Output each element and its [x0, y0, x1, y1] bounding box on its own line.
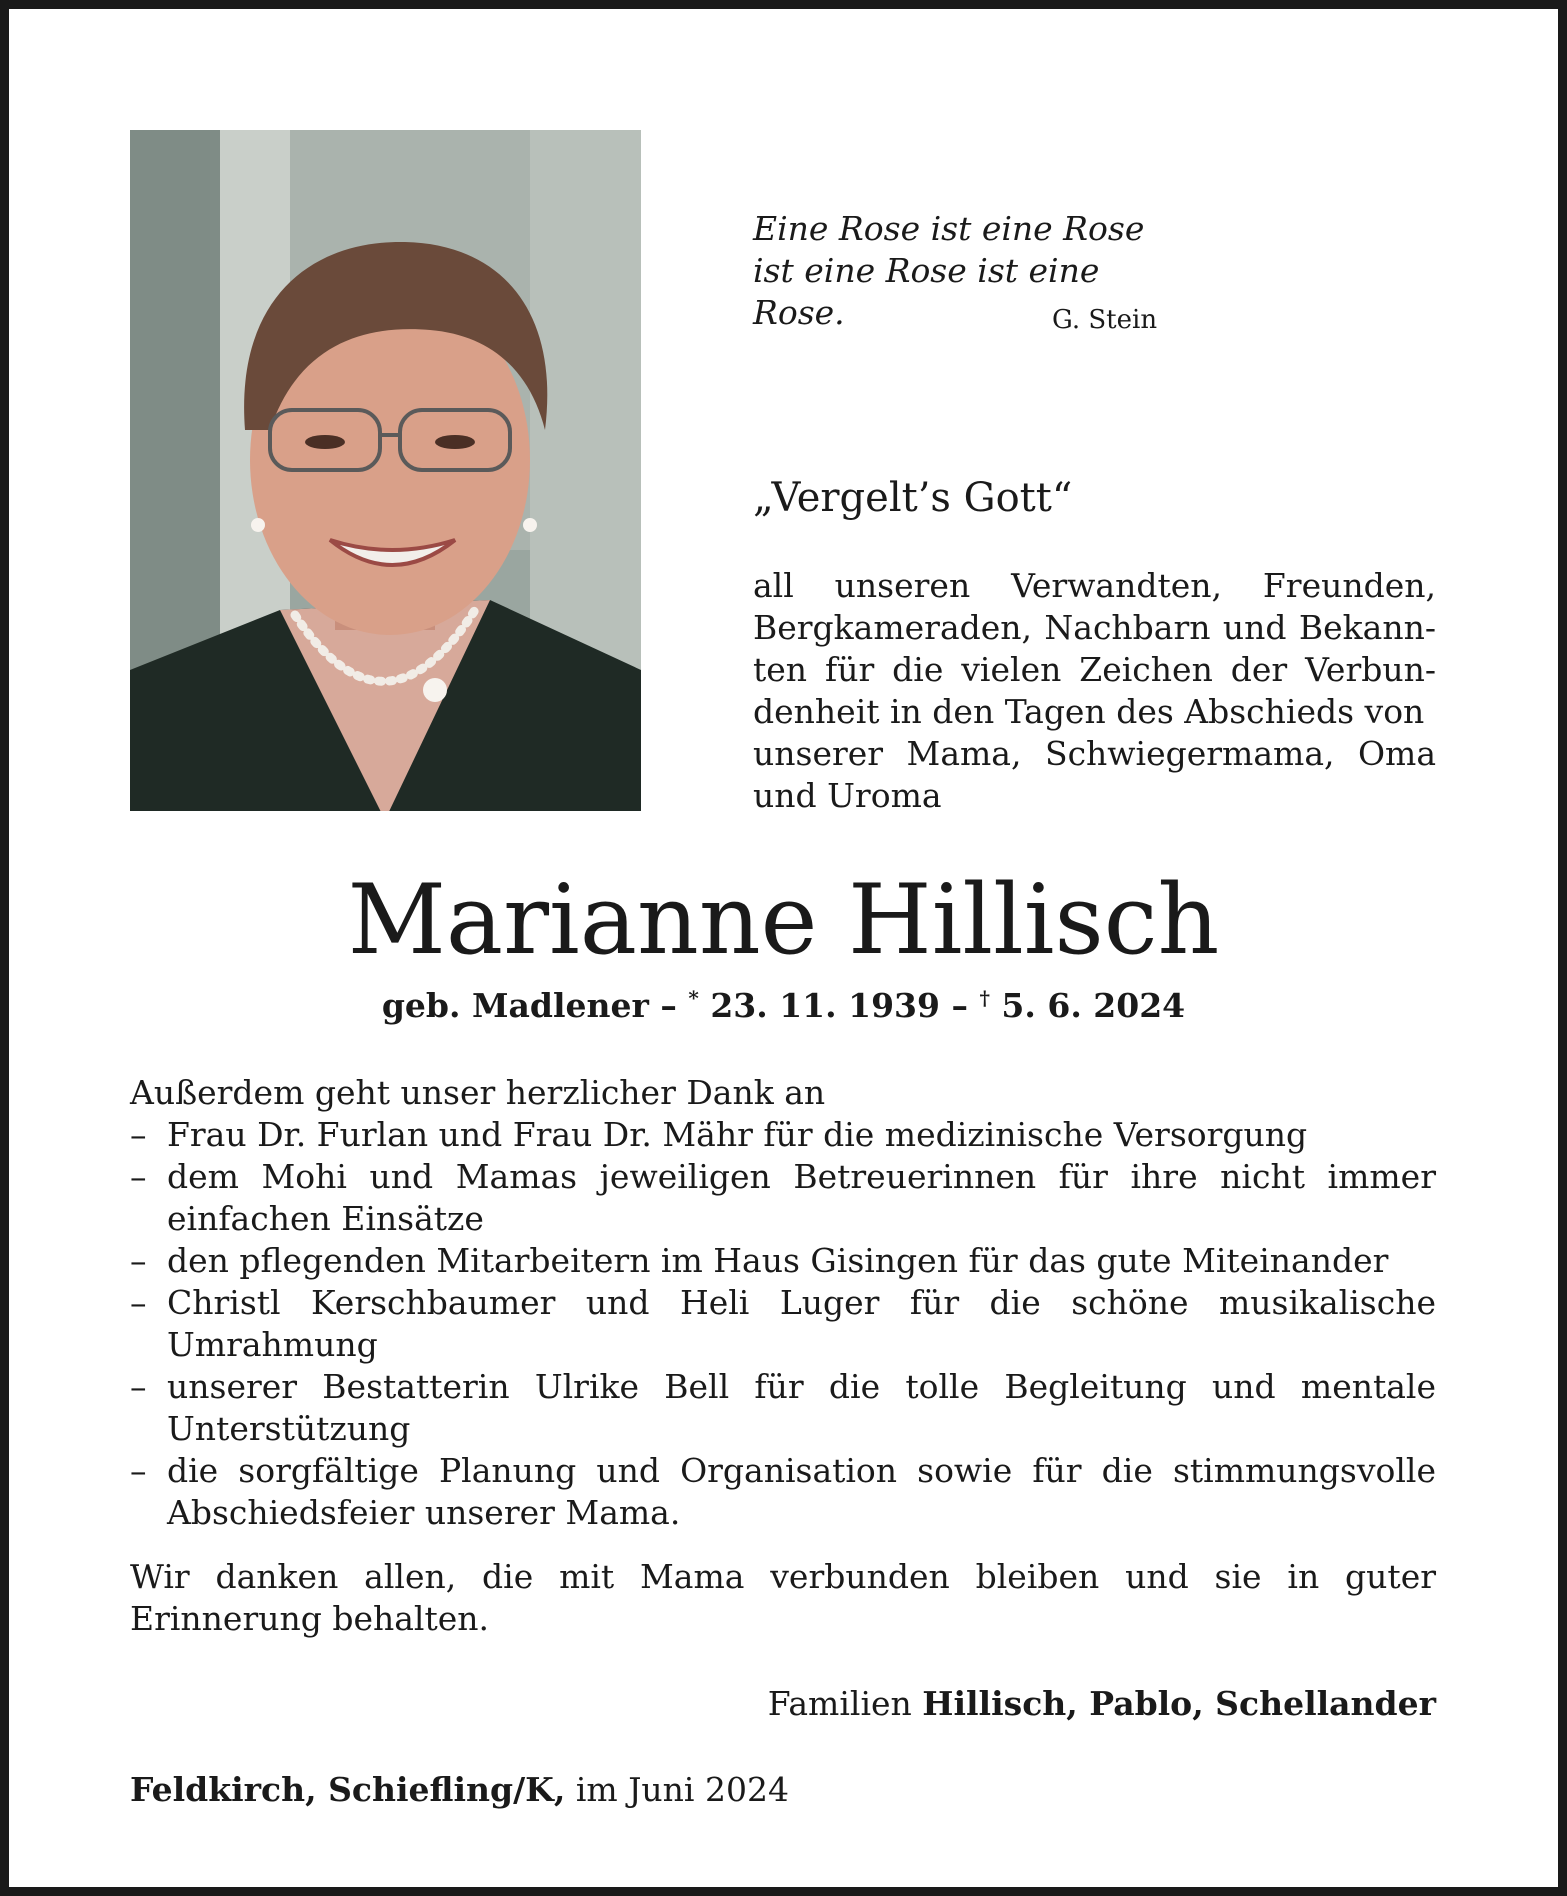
died-symbol: † — [979, 986, 990, 1010]
deceased-name: Marianne Hillisch — [347, 864, 1220, 976]
acknowledgements-list — [130, 1114, 1436, 1534]
intro-line: Bergkameraden, Nachbarn und Bekann- — [753, 608, 1436, 647]
place-date — [130, 1770, 789, 1809]
quote-line: ist eine Rose ist eine Rose. — [753, 251, 1100, 332]
list-item: – Frau Dr. Furlan und Frau Dr. Mähr für die medizinische Versorgung — [130, 1114, 1436, 1156]
intro-line: all unseren Verwandten, Freunden, — [753, 566, 1436, 605]
thanks-heading: „Vergelt’s Gott“ — [753, 475, 1073, 521]
list-item: – Christl Kerschbaumer und Heli Luger für die schöne musikalische Umrahmung — [130, 1282, 1436, 1366]
intro-line: unserer Mama, Schwiegermama, Oma — [753, 734, 1436, 773]
signature-families: Hillisch, Pablo, Schellander — [922, 1684, 1436, 1723]
list-item: – unserer Bestatterin Ulrike Bell für die tolle Begleitung und mentale Unterstützung — [130, 1366, 1436, 1450]
quote-author: G. Stein — [1052, 305, 1158, 335]
intro-line: und Uroma — [753, 776, 942, 815]
closing-text: Wir danken allen, die mit Mama verbunden bleiben und sie in guter Erinnerung behalten. — [130, 1557, 1436, 1638]
intro-line: denheit in den Tagen des Abschieds von — [753, 692, 1425, 731]
quote-line: Eine Rose ist eine Rose — [753, 209, 1145, 248]
place-date-text: im Juni 2024 — [575, 1770, 789, 1809]
life-dates: geb. Madlener – * 23. 11. 1939 – † 5. 6. 2024 — [381, 986, 1186, 1025]
acknowledgements — [130, 1072, 1436, 1640]
signature-prefix: Familien — [767, 1684, 912, 1723]
acknowledgements-lead: Außerdem geht unser herzlicher Dank an — [130, 1073, 826, 1112]
death-date: 5. 6. 2024 — [1001, 986, 1186, 1025]
list-item: – den pflegenden Mitarbeitern im Haus Gisingen für das gute Miteinander — [130, 1240, 1436, 1282]
place-locations: Feldkirch, Schiefling/K, — [130, 1770, 566, 1809]
list-item: – die sorgfältige Planung und Organisation sowie für die stimmungsvolle Abschiedsfeier unserer Mama. — [130, 1450, 1436, 1534]
birth-name: geb. Madlener — [381, 986, 649, 1025]
portrait-photo — [130, 130, 641, 811]
list-item: – dem Mohi und Mamas jeweiligen Betreuerinnen für ihre nicht immer einfachen Einsätze — [130, 1156, 1436, 1240]
thanks-intro — [753, 565, 1436, 817]
signature — [768, 1684, 1436, 1723]
birth-date: 23. 11. 1939 — [710, 986, 940, 1025]
born-symbol: * — [688, 986, 699, 1010]
intro-line: ten für die vielen Zeichen der Verbun- — [753, 650, 1436, 689]
